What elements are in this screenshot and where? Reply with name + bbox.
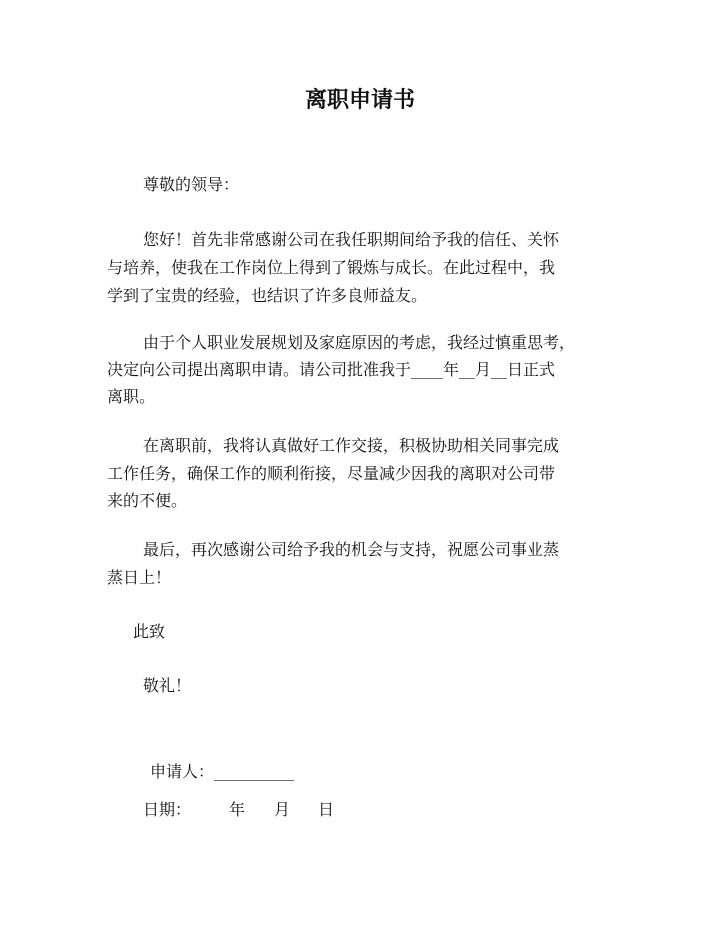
- document-title: 离职申请书: [304, 87, 415, 113]
- paragraph-line: 您好！首先非常感谢公司在我任职期间给予我的信任、关怀: [143, 230, 560, 249]
- paragraph-line: 学到了宝贵的经验，也结识了许多良师益友。: [107, 286, 428, 305]
- paragraph-line: 离职。: [107, 387, 156, 406]
- salutation: 尊敬的领导：: [143, 175, 240, 194]
- applicant-line: 申请人：__________: [150, 762, 295, 781]
- paragraph-line: 在离职前，我将认真做好工作交接，积极协助相关同事完成: [143, 436, 560, 455]
- paragraph-line: 由于个人职业发展规划及家庭原因的考虑，我经过慎重思考，: [143, 333, 576, 352]
- paragraph-line: 蒸日上！: [107, 568, 172, 587]
- paragraph-line: 决定向公司提出离职申请。请公司批准我于____年__月__日正式: [107, 360, 556, 379]
- date-label: 日期：: [143, 800, 192, 819]
- closing-cizhi: 此致: [133, 622, 166, 641]
- date-year: 年: [229, 800, 246, 819]
- paragraph-line: 与培养，使我在工作岗位上得到了锻炼与成长。在此过程中，我: [107, 258, 556, 277]
- paragraph-line: 来的不便。: [107, 491, 188, 510]
- closing-jingli: 敬礼！: [143, 676, 192, 695]
- paragraph-line: 最后，再次感谢公司给予我的机会与支持，祝愿公司事业蒸: [143, 540, 560, 559]
- date-day: 日: [318, 800, 335, 819]
- paragraph-line: 工作任务，确保工作的顺利衔接，尽量减少因我的离职对公司带: [107, 464, 556, 483]
- date-month: 月: [274, 800, 291, 819]
